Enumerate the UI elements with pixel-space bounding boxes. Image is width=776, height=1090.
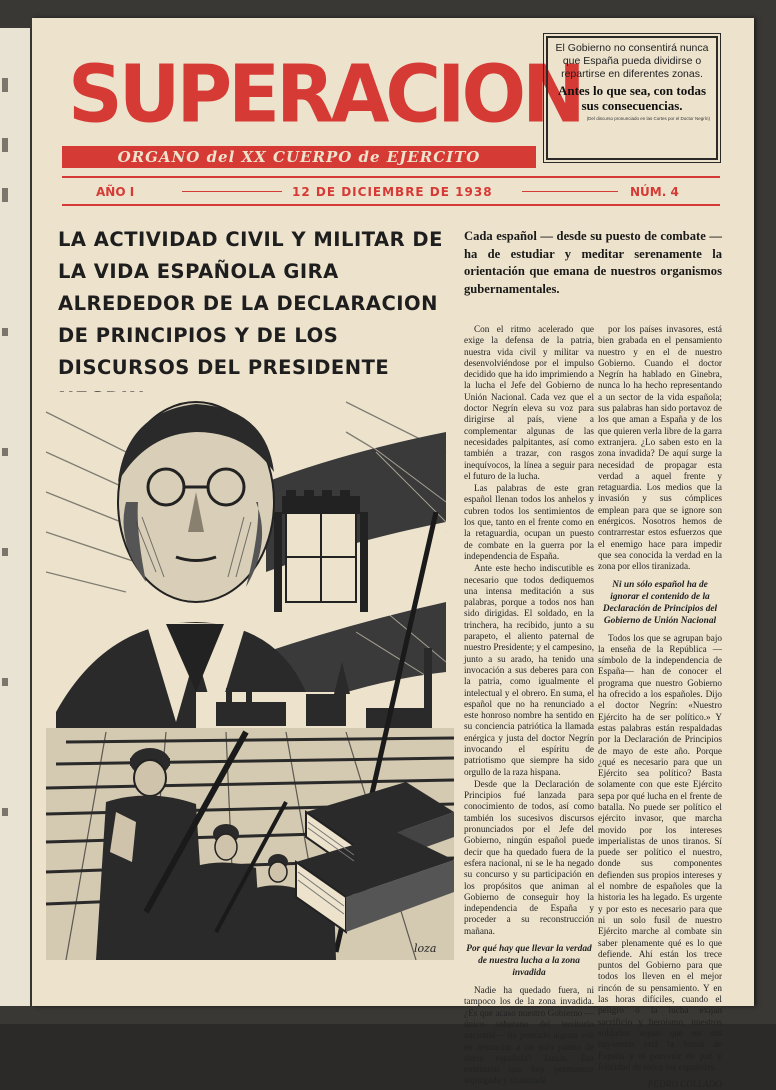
article-paragraph: Desde que la Declaración de Principios fué lanzada para conocimiento de todos, así como también los sucesivos discursos pronunciados por el Jefe del Gobierno, ningún español puede decir que ha quedado fuera de la esfera nacional, ni se le ha negado su concurso y su participación en los propósitos que animan al Gobierno de conseguir hoy la independencia de España y proceder a su reconstrucción mañana. bbox=[464, 778, 594, 936]
artist-signature: loza bbox=[414, 942, 437, 955]
article-paragraph: Nadie ha quedado fuera, ni tampoco los de la zona invadida. ¿Es que acaso nuestro Gobierno —único soberano del territorio nacional— ha pensado alguna vez en renunciar a un solo palmo de tierra española? Jamás. Esa extensión que hoy permanece sojuzgada y tiranizada bbox=[464, 985, 594, 1086]
year-label: AÑO I bbox=[96, 185, 135, 199]
lead-paragraph: Cada español — desde su puesto de combate — ha de estudiar y meditar serenamente la orientación que emana de nuestros organismos gubernamentales. bbox=[464, 229, 722, 296]
masthead-subtitle: ORGANO del XX CUERPO de EJERCITO bbox=[62, 146, 536, 168]
article-paragraph: Con el ritmo acelerado que exige la defensa de la patria, nuestra vida civil y militar va desenvolviéndose por el impulso decidido que ha ido imprimiendo a la lucha el Jefe del Gobierno de Unión Nacional. Cada vez que el doctor Negrín eleva su voz para dirigirse al país, viene a complementar algunas de las necesidades palpitantes, así como también a trazar, con rasgos inequívocos, la línea a seguir para el futuro de la lucha. bbox=[464, 324, 594, 481]
article-subheading: Por qué hay que llevar la verdad de nuestra lucha a la zona invadida bbox=[466, 944, 592, 979]
dateline-dash bbox=[182, 191, 282, 192]
quote-box bbox=[546, 36, 718, 160]
author-signature: PEDRO COLLADO bbox=[647, 1079, 722, 1090]
masthead-title: SUPERACION bbox=[68, 46, 582, 141]
bottom-rule bbox=[62, 204, 720, 206]
top-rule bbox=[62, 176, 720, 178]
article-column-2 bbox=[598, 324, 722, 1090]
article-column-1 bbox=[464, 324, 594, 1086]
article-paragraph: Las palabras de este gran español llenan todos los anhelos y cubren todos los sentimientos de los que, tanto en el frente como en la retaguardia, ocupan un puesto de combate en la guerra por la independencia de España. bbox=[464, 483, 594, 561]
quote-emphasis: Antes lo que sea, con todas sus consecuencias. bbox=[557, 83, 707, 113]
article-subheading: Ni un sólo español ha de ignorar el contenido de la Declaración de Principios del Gobierno de Unión Nacional bbox=[602, 579, 718, 626]
article-paragraph: Ante este hecho indiscutible es necesario que todos dediquemos una intensa meditación a sus palabras, porque a todos nos han sido dirigidas. El soldado, en la trinchera, ha recibido, junto a su parapeto, el aliento paternal de nuestro Presidente; y el campesino, junto a su arado, ha tenido una invocación a sus deberes para con la patria, como igualmente el intelectual y el obrero. En suma, el español que no ha renunciado a este honroso nombre ha sentido en su conciencia patriótica la llamada enérgica y justa del doctor Negrín invocando el espíritu de patriotismo que siempre ha sido orgullo de la raza hispana. bbox=[464, 563, 594, 777]
previous-page-edge bbox=[0, 28, 30, 1006]
article-paragraph: Todos los que se agrupan bajo la enseña de la República —símbolo de la independencia de España— han de conocer el programa que nuestro Gobierno ha ofrecido a los españoles. Dijo el doctor Negrín: «Nuestro Ejército ha de ser político.» Y estas palabras están respaldadas por la Declaración de Principios de mayo de este año. Porque ¿qué es necesario para que un Ejército sea político? Basta solamente con que este Ejército sepa por qué lucha en el frente de batalla. No puede ser político el ejército invasor, que marcha movido por los intereses imperialistas de unos tiranos. Sí puede ser político el nuestro, donde sus componentes defienden sus propios intereses y el nombre de españoles que la historia les ha legado. Es urgente y por esto es necesario para que ni un solo fusil de nuestro Ejército marche al combate sin saber plenamente qué es lo que defiende. Ahí están los trece puntos del Gobierno para que todos los lleven en el mejor rincón de su pensamiento. Y en las horas difíciles, cuando el peligro o la lucha exijan sacrificio y heroísmo, nuestros soldados sepan que en sus bayonetas está la honra de España y el porvenir de paz y felicidad de todos los españoles. bbox=[598, 632, 722, 1072]
issue-number: NÚM. 4 bbox=[630, 185, 679, 199]
dateline-dash bbox=[522, 191, 618, 192]
quote-text: El Gobierno no consentirá nunca que España pueda dividirse o repartirse en diferentes zonas. bbox=[555, 42, 709, 80]
quote-source: (Del discurso pronunciado en las Cortes por el Doctor Negrín) bbox=[586, 116, 710, 121]
article-paragraph: por los países invasores, está bien grabada en el pensamiento nuestro y en el de nuestro Gobierno. Cuando el doctor Negrín ha hablado en Ginebra, nunca lo ha hecho representando a un sector de la vida española; sus palabras han sido portavoz de los que aman a España y de los que quieren verla libre de la garra extranjera. ¿Lo saben esto en la zona invadida? De aquí surge la necesidad de propagar esta verdad a aquel frente y retaguardia. Los medios que la invasión y sus cómplices emplean para que se ignore son enérgicos. Nosotros hemos de contrarrestar estos esfuerzos que el enemigo hace para impedir que sea conocida la verdad en la zona por ellos tiranizada. bbox=[598, 324, 722, 572]
propaganda-illustration bbox=[46, 392, 454, 960]
main-headline: LA ACTIVIDAD CIVIL Y MILITAR DE LA VIDA ESPAÑOLA GIRA ALREDEDOR DE LA DECLARACION DE PRINCIPIOS Y DE LOS DISCURSOS DEL PRESIDENTE bbox=[58, 228, 443, 379]
newspaper-page bbox=[32, 18, 754, 1090]
issue-date: 12 DE DICIEMBRE DE 1938 bbox=[292, 185, 493, 199]
coat-of-arms-icon bbox=[274, 490, 368, 612]
dateline bbox=[62, 182, 720, 202]
